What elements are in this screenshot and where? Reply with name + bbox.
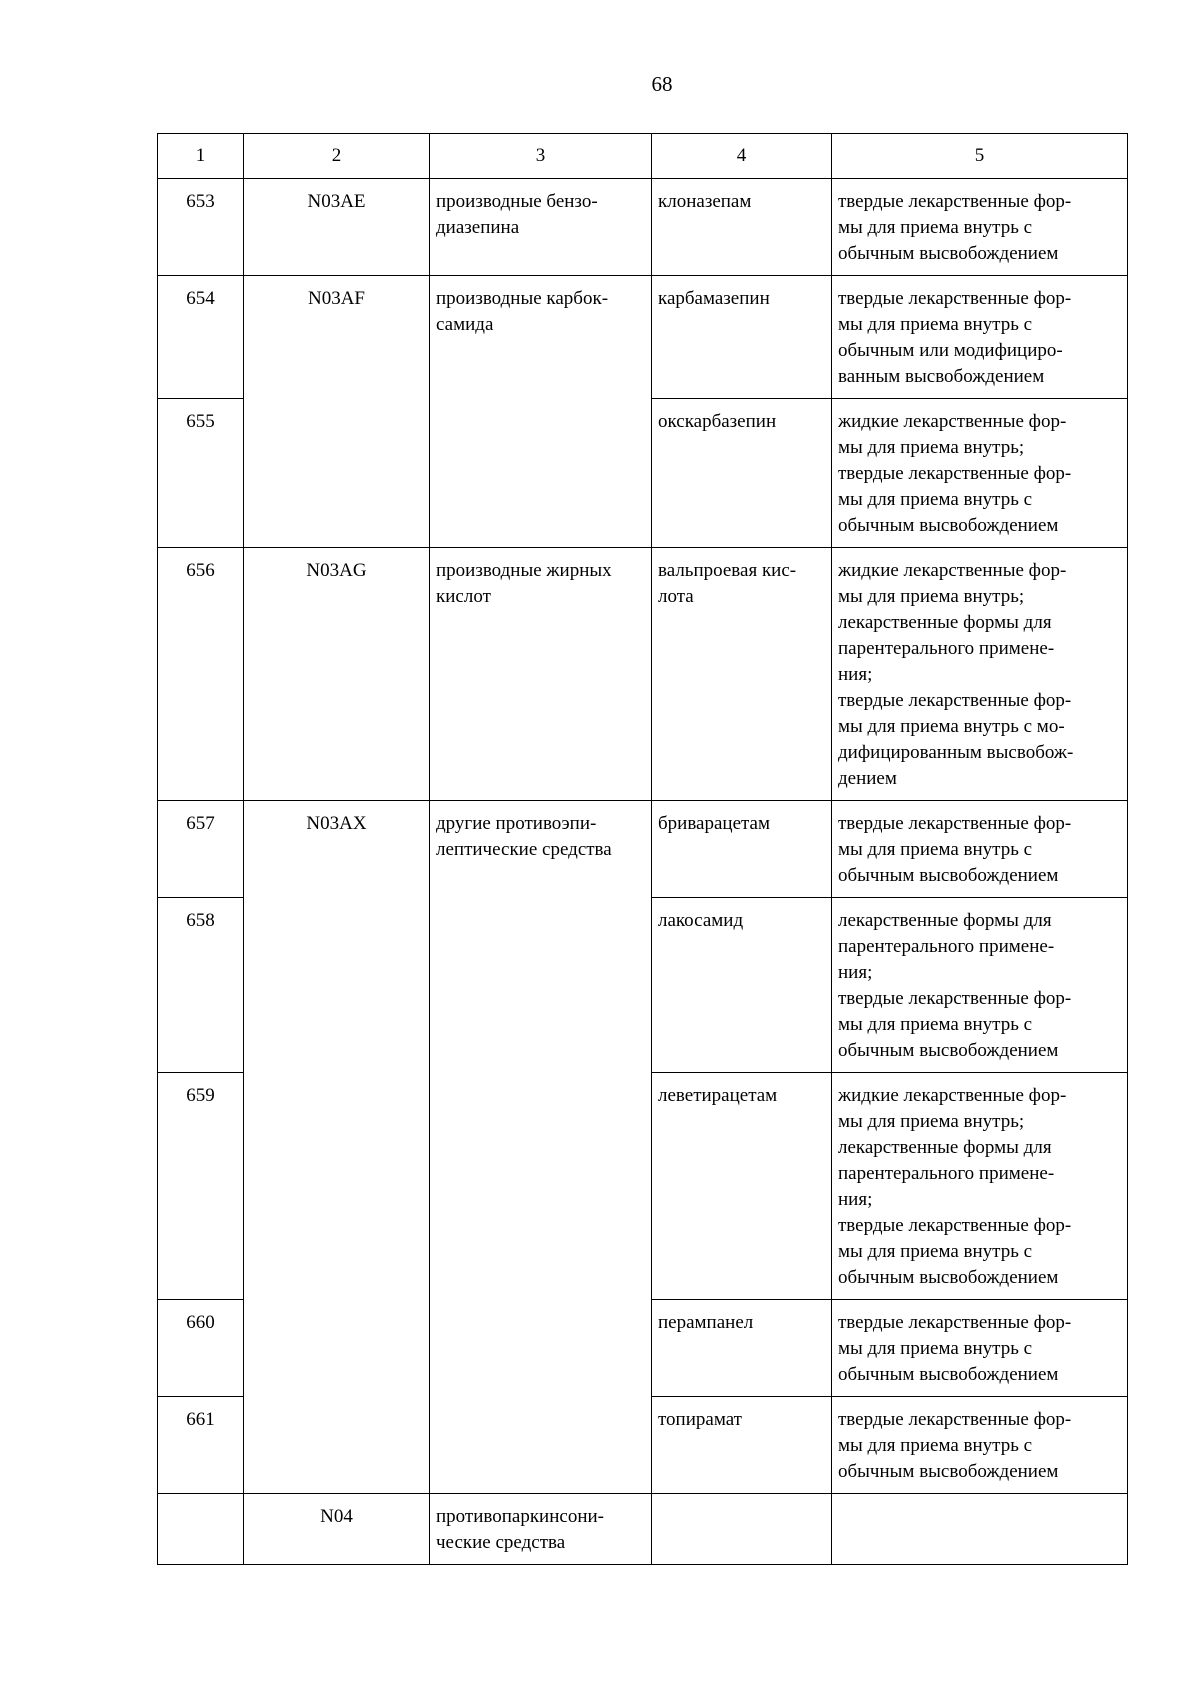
text-line: мы для приема внутрь с мо- bbox=[838, 716, 1065, 737]
text-line: мы для приема внутрь с bbox=[838, 1435, 1033, 1456]
drug-name bbox=[652, 1073, 832, 1300]
dosage-form bbox=[832, 1300, 1128, 1397]
text-line: обычным высвобождением bbox=[838, 865, 1059, 886]
group-name bbox=[430, 1494, 652, 1565]
text-line: жидкие лекарственные фор- bbox=[838, 560, 1067, 581]
drug-name bbox=[652, 1494, 832, 1565]
dosage-form bbox=[832, 179, 1128, 276]
header-cell-5: 5 bbox=[832, 134, 1128, 179]
text-line: лептические средства bbox=[436, 839, 612, 860]
drug-name bbox=[652, 1397, 832, 1494]
medication-table bbox=[157, 133, 1128, 1565]
text-line: мы для приема внутрь с bbox=[838, 1241, 1033, 1262]
text-line: производные бензо- bbox=[436, 191, 598, 212]
text-line: самида bbox=[436, 314, 494, 335]
text-line: кислот bbox=[436, 586, 491, 607]
text-line: дением bbox=[838, 768, 897, 789]
text-line: твердые лекарственные фор- bbox=[838, 1409, 1072, 1430]
text-line: обычным или модифициро- bbox=[838, 340, 1063, 361]
dosage-form bbox=[832, 1397, 1128, 1494]
row-number: 655 bbox=[158, 399, 244, 548]
text-line: окскарбазепин bbox=[658, 411, 777, 432]
text-line: топирамат bbox=[658, 1409, 742, 1430]
row-number bbox=[158, 1494, 244, 1565]
text-line: жидкие лекарственные фор- bbox=[838, 411, 1067, 432]
text-line: клоназепам bbox=[658, 191, 752, 212]
text-line: мы для приема внутрь; bbox=[838, 1111, 1025, 1132]
text-line: парентерального примене- bbox=[838, 638, 1055, 659]
text-line: твердые лекарственные фор- bbox=[838, 813, 1072, 834]
text-line: другие противоэпи- bbox=[436, 813, 597, 834]
page-number: 68 bbox=[651, 72, 673, 96]
atc-code: N04 bbox=[244, 1494, 430, 1565]
dosage-form bbox=[832, 399, 1128, 548]
header-cell-1: 1 bbox=[158, 134, 244, 179]
row-number: 654 bbox=[158, 276, 244, 399]
atc-code: N03AF bbox=[244, 276, 430, 548]
text-line: парентерального примене- bbox=[838, 1163, 1055, 1184]
table-row bbox=[158, 276, 1128, 399]
group-name bbox=[430, 179, 652, 276]
row-number: 661 bbox=[158, 1397, 244, 1494]
row-number: 658 bbox=[158, 898, 244, 1073]
table-row bbox=[158, 1494, 1128, 1565]
text-line: твердые лекарственные фор- bbox=[838, 1312, 1072, 1333]
dosage-form bbox=[832, 1073, 1128, 1300]
text-line: мы для приема внутрь с bbox=[838, 489, 1033, 510]
text-line: обычным высвобождением bbox=[838, 1040, 1059, 1061]
text-line: карбамазепин bbox=[658, 288, 770, 309]
text-line: диазепина bbox=[436, 217, 520, 238]
drug-name bbox=[652, 548, 832, 801]
text-line: мы для приема внутрь с bbox=[838, 217, 1033, 238]
text-line: твердые лекарственные фор- bbox=[838, 988, 1072, 1009]
atc-code: N03AX bbox=[244, 801, 430, 1494]
text-line: обычным высвобождением bbox=[838, 243, 1059, 264]
text-line: твердые лекарственные фор- bbox=[838, 1215, 1072, 1236]
text-line: мы для приема внутрь; bbox=[838, 437, 1025, 458]
group-name bbox=[430, 276, 652, 548]
text-line: обычным высвобождением bbox=[838, 1461, 1059, 1482]
text-line: противопаркинсони- bbox=[436, 1506, 604, 1527]
header-cell-4: 4 bbox=[652, 134, 832, 179]
group-name bbox=[430, 801, 652, 1494]
text-line: лекарственные формы для bbox=[838, 612, 1052, 633]
drug-name bbox=[652, 179, 832, 276]
text-line: лекарственные формы для bbox=[838, 910, 1052, 931]
text-line: мы для приема внутрь; bbox=[838, 586, 1025, 607]
drug-name bbox=[652, 1300, 832, 1397]
drug-name bbox=[652, 399, 832, 548]
text-line: ния; bbox=[838, 962, 873, 983]
table-row bbox=[158, 548, 1128, 801]
text-line: ния; bbox=[838, 1189, 873, 1210]
header-cell-2: 2 bbox=[244, 134, 430, 179]
dosage-form bbox=[832, 276, 1128, 399]
text-line: обычным высвобождением bbox=[838, 1267, 1059, 1288]
text-line: твердые лекарственные фор- bbox=[838, 288, 1072, 309]
text-line: твердые лекарственные фор- bbox=[838, 191, 1072, 212]
text-line: мы для приема внутрь с bbox=[838, 1014, 1033, 1035]
dosage-form bbox=[832, 548, 1128, 801]
text-line: ния; bbox=[838, 664, 873, 685]
dosage-form bbox=[832, 898, 1128, 1073]
text-line: лекарственные формы для bbox=[838, 1137, 1052, 1158]
text-line: мы для приема внутрь с bbox=[838, 839, 1033, 860]
table-row bbox=[158, 801, 1128, 898]
group-name bbox=[430, 548, 652, 801]
text-line: лота bbox=[658, 586, 694, 607]
table-header-row bbox=[158, 134, 1128, 179]
dosage-form bbox=[832, 1494, 1128, 1565]
row-number: 657 bbox=[158, 801, 244, 898]
text-line: парентерального примене- bbox=[838, 936, 1055, 957]
drug-name bbox=[652, 898, 832, 1073]
header-cell-3: 3 bbox=[430, 134, 652, 179]
table-row bbox=[158, 179, 1128, 276]
text-line: бриварацетам bbox=[658, 813, 771, 834]
text-line: ванным высвобождением bbox=[838, 366, 1045, 387]
text-line: дифицированным высвобож- bbox=[838, 742, 1074, 763]
text-line: обычным высвобождением bbox=[838, 515, 1059, 536]
text-line: лакосамид bbox=[658, 910, 744, 931]
text-line: ческие средства bbox=[436, 1532, 566, 1553]
dosage-form bbox=[832, 801, 1128, 898]
text-line: вальпроевая кис- bbox=[658, 560, 797, 581]
text-line: перампанел bbox=[658, 1312, 754, 1333]
text-line: леветирацетам bbox=[658, 1085, 778, 1106]
atc-code: N03AG bbox=[244, 548, 430, 801]
text-line: мы для приема внутрь с bbox=[838, 1338, 1033, 1359]
row-number: 656 bbox=[158, 548, 244, 801]
row-number: 659 bbox=[158, 1073, 244, 1300]
text-line: производные жирных bbox=[436, 560, 612, 581]
text-line: твердые лекарственные фор- bbox=[838, 463, 1072, 484]
drug-name bbox=[652, 801, 832, 898]
text-line: твердые лекарственные фор- bbox=[838, 690, 1072, 711]
row-number: 653 bbox=[158, 179, 244, 276]
row-number: 660 bbox=[158, 1300, 244, 1397]
drug-name bbox=[652, 276, 832, 399]
text-line: обычным высвобождением bbox=[838, 1364, 1059, 1385]
text-line: производные карбок- bbox=[436, 288, 609, 309]
text-line: мы для приема внутрь с bbox=[838, 314, 1033, 335]
text-line: жидкие лекарственные фор- bbox=[838, 1085, 1067, 1106]
atc-code: N03AE bbox=[244, 179, 430, 276]
